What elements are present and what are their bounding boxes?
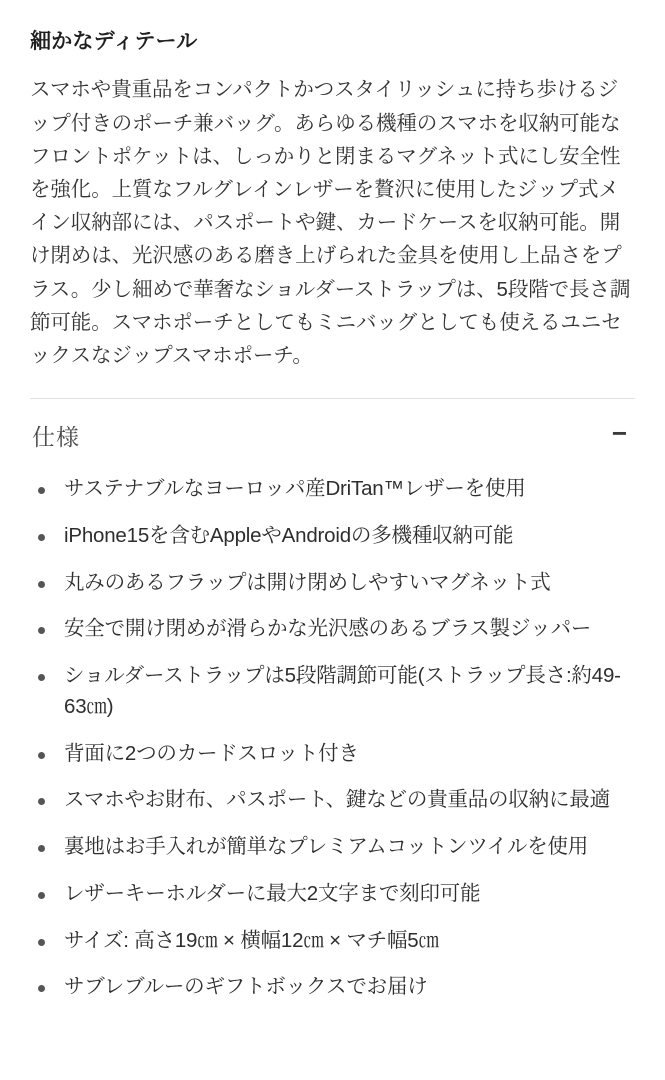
list-item [30,661,635,723]
bullet-icon [38,798,45,805]
bullet-icon [38,674,45,681]
list-item-label: ショルダーストラップは5段階調節可能(ストラップ長さ:約49-63㎝) [64,664,621,718]
bullet-icon [38,581,45,588]
list-item [30,474,635,505]
bullet-icon [38,534,45,541]
list-item [30,568,635,599]
bullet-icon [38,845,45,852]
details-heading: 細かなディテール [30,30,198,53]
details-paragraph: スマホや貴重品をコンパクトかつスタイリッシュに持ち歩けるジップ付きのポーチ兼バッグ。あらゆる機種のスマホを収納可能なフロントポケットは、しっかりと閉まるマグネット式にし安全性を強化。上質なフルグレインレザーを贅沢に使用したジップ式メイン収納部には、パスポートや鍵、カードケースを収納可能。開け閉めは、光沢感のある磨き上げられた金具を使用し上品さをプラス。少し細めで華奢なショルダーストラップは、5段階で長さ調節可能。スマホポーチとしてもミニバッグとしても使えるユニセックスなジップスマホポーチ。 [30,78,631,367]
list-item [30,972,635,1003]
specs-section-header[interactable] [30,399,635,468]
list-item-label: 安全で開け閉めが滑らかな光沢感のあるブラス製ジッパー [64,617,592,641]
list-item-label: サブレブルーのギフトボックスでお届け [64,975,428,999]
bullet-icon [38,487,45,494]
list-item [30,614,635,645]
bullet-icon [38,627,45,634]
list-item-label: iPhone15を含むAppleやAndroidの多機種収納可能 [64,523,514,547]
list-item [30,926,635,957]
list-item-label: 裏地はお手入れが簡単なプレミアムコットンツイルを使用 [64,835,589,859]
bullet-icon [38,752,45,759]
list-item [30,879,635,910]
bullet-icon [38,985,45,992]
list-item [30,521,635,552]
list-item-label: レザーキーホルダーに最大2文字まで刻印可能 [64,881,481,905]
list-item [30,832,635,863]
specs-title: 仕様 [32,424,80,451]
bullet-icon [38,892,45,899]
minus-icon[interactable]: − [611,417,627,448]
specs-list [30,474,635,1003]
list-item [30,739,635,770]
list-item-label: サステナブルなヨーロッパ産DriTan™レザーを使用 [64,477,526,501]
list-item [30,785,635,816]
list-item-label: スマホやお財布、パスポート、鍵などの貴重品の収納に最適 [64,788,610,812]
bullet-icon [38,939,45,946]
list-item-label: 背面に2つのカードスロット付き [64,741,359,765]
list-item-label: 丸みのあるフラップは開け閉めしやすいマグネット式 [64,570,551,594]
list-item-label: サイズ: 高さ19㎝ × 横幅12㎝ × マチ幅5㎝ [64,928,439,952]
